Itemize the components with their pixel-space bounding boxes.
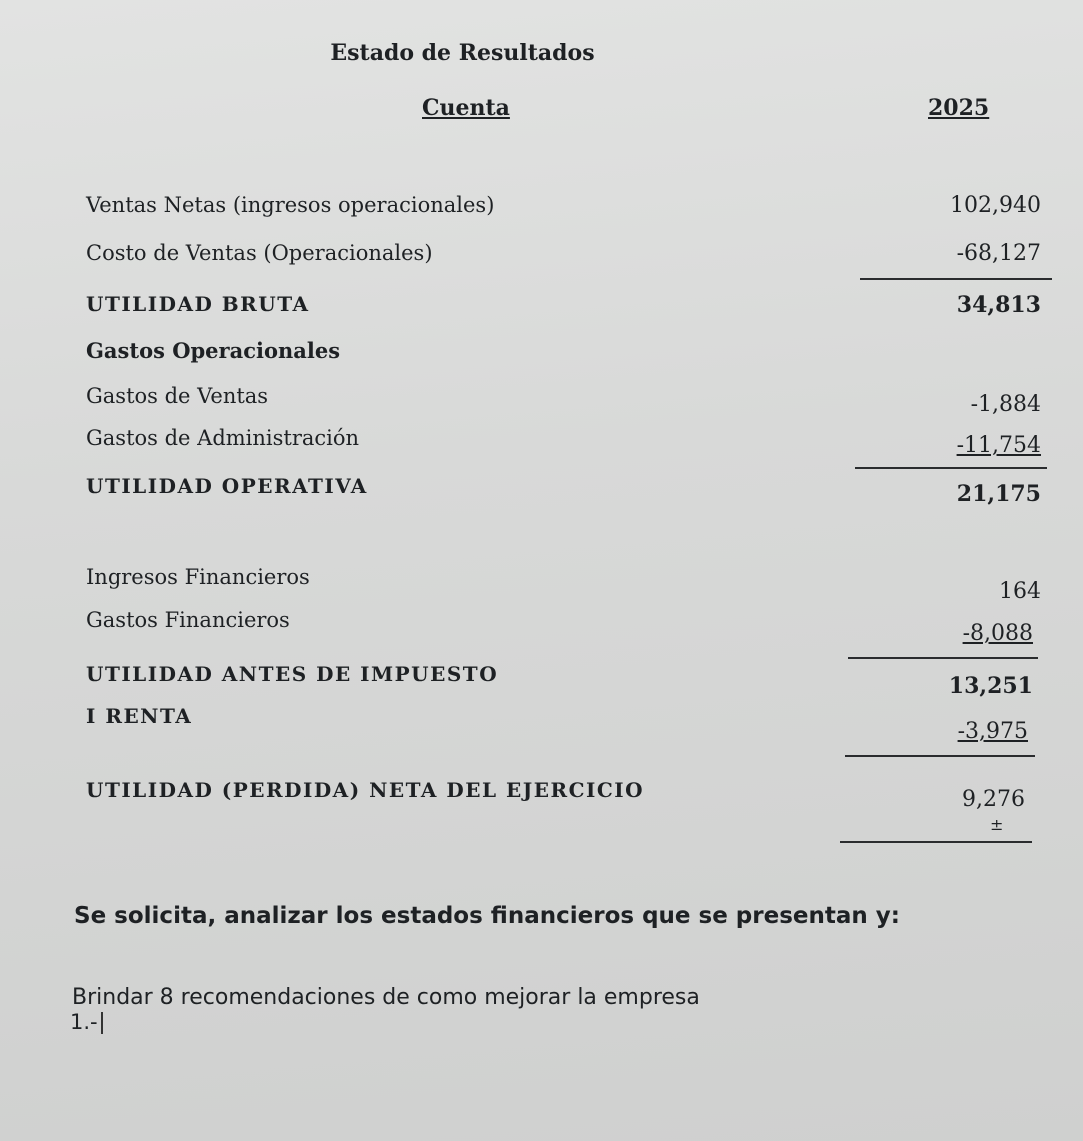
row-value-utilidad-bruta: 34,813 [956, 292, 1041, 318]
subtotal-rule [855, 467, 1047, 469]
text-cursor [101, 1012, 103, 1034]
row-label-utilidad-antes-impuesto: UTILIDAD ANTES DE IMPUESTO [86, 662, 499, 686]
subtotal-rule [845, 755, 1035, 757]
row-value-utilidad-antes-impuesto: 13,251 [948, 673, 1033, 699]
task-statement: Brindar 8 recomendaciones de como mejorar la empresa [72, 985, 700, 1010]
row-label-i-renta: I RENTA [86, 704, 193, 728]
row-value-utilidad-operativa: 21,175 [956, 481, 1041, 507]
subtotal-rule [848, 657, 1038, 659]
row-label-gastos-financieros: Gastos Financieros [86, 608, 290, 632]
row-value-costo-ventas: -68,127 [956, 241, 1041, 266]
row-label-gastos-operacionales: Gastos Operacionales [86, 338, 341, 363]
row-label-gastos-ventas: Gastos de Ventas [86, 384, 269, 408]
subtotal-rule [860, 278, 1052, 280]
row-value-ventas-netas: 102,940 [950, 193, 1041, 218]
column-header-account: Cuenta [422, 95, 510, 121]
answer-input[interactable] [70, 1010, 103, 1034]
column-header-year: 2025 [928, 95, 990, 121]
statement-title: Estado de Resultados [330, 40, 595, 66]
row-label-utilidad-neta: UTILIDAD (PERDIDA) NETA DEL EJERCICIO [86, 778, 645, 802]
row-label-costo-ventas: Costo de Ventas (Operacionales) [86, 241, 433, 265]
row-label-ingresos-financieros: Ingresos Financieros [86, 565, 310, 589]
row-value-ingresos-financieros: 164 [999, 579, 1041, 604]
row-value-utilidad-neta: 9,276 [962, 787, 1025, 812]
plus-minus-mark: ± [990, 815, 1004, 834]
row-value-gastos-financieros: -8,088 [962, 621, 1033, 646]
row-value-gastos-administracion: -11,754 [956, 433, 1041, 458]
row-value-i-renta: -3,975 [957, 719, 1028, 744]
row-value-gastos-ventas: -1,884 [970, 392, 1041, 417]
row-label-utilidad-operativa: UTILIDAD OPERATIVA [86, 474, 368, 498]
row-label-gastos-administracion: Gastos de Administración [86, 426, 360, 450]
answer-number: 1.- [70, 1010, 98, 1034]
row-label-ventas-netas: Ventas Netas (ingresos operacionales) [86, 193, 495, 217]
final-rule [840, 841, 1032, 843]
row-label-utilidad-bruta: UTILIDAD BRUTA [86, 292, 310, 316]
instruction-prompt: Se solicita, analizar los estados financieros que se presentan y: [74, 903, 900, 929]
